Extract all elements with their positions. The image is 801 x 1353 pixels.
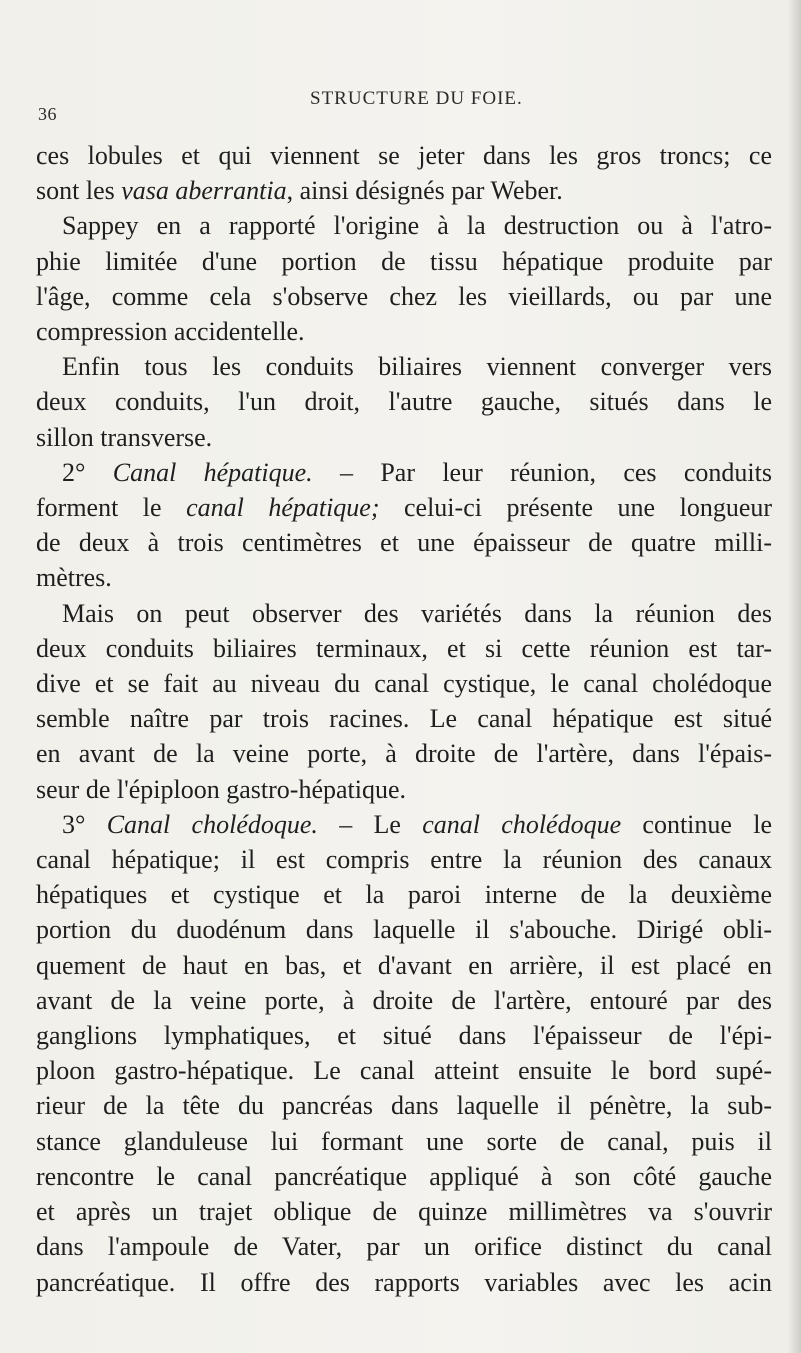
italic-term: vasa aberrantia xyxy=(121,176,287,206)
text-segment: l'âge, comme cela s'observe chez les vieillards, ou par une xyxy=(36,281,772,311)
text-line xyxy=(36,1194,772,1229)
text-segment: rieur de la tête du pancréas dans laquelle il pénètre, la sub- xyxy=(36,1091,772,1121)
text-line xyxy=(36,666,772,701)
text-line xyxy=(36,384,772,419)
text-segment: deux conduits, l'un droit, l'autre gauche, situés dans le xyxy=(36,387,772,417)
text-line xyxy=(36,842,772,877)
text-line xyxy=(36,560,772,595)
text-segment: pancréatique. Il offre des rapports variables avec les acin xyxy=(36,1267,772,1297)
page-edge-shadow xyxy=(787,0,801,1353)
text-segment: et après un trajet oblique de quinze millimètres va s'ouvrir xyxy=(36,1197,772,1227)
text-line xyxy=(36,420,772,455)
text-segment: forment le xyxy=(36,493,187,523)
text-segment: avant de la veine porte, à droite de l'artère, entouré par des xyxy=(36,985,772,1015)
text-line xyxy=(36,279,772,314)
text-line xyxy=(36,208,772,243)
text-line xyxy=(36,1265,772,1300)
text-segment: portion du duodénum dans laquelle il s'abouche. Dirigé obli- xyxy=(36,915,772,945)
text-line xyxy=(36,912,772,947)
text-line xyxy=(36,983,772,1018)
text-segment: canal hépatique; il est compris entre la réunion des canaux xyxy=(36,845,772,875)
text-segment: dive et se fait au niveau du canal cystique, le canal cholédoque xyxy=(36,669,772,699)
text-segment: 2° xyxy=(62,457,113,487)
text-line xyxy=(36,596,772,631)
text-segment: ploon gastro-hépatique. Le canal atteint ensuite le bord supé- xyxy=(36,1056,772,1086)
text-segment: phie limitée d'une portion de tissu hépatique produite par xyxy=(36,246,772,276)
page-number: 36 xyxy=(38,104,57,124)
text-segment: deux conduits biliaires terminaux, et si cette réunion est tar- xyxy=(36,633,772,663)
text-line xyxy=(36,807,772,842)
text-segment: hépatiques et cystique et la paroi interne de la deuxième xyxy=(36,880,772,910)
text-segment: continue le xyxy=(621,809,772,839)
text-line xyxy=(36,349,772,384)
text-line xyxy=(36,1124,772,1159)
text-line xyxy=(36,631,772,666)
text-segment: semble naître par trois racines. Le canal hépatique est situé xyxy=(36,704,772,734)
text-line xyxy=(36,1018,772,1053)
text-segment: ces lobules et qui viennent se jeter dans les gros troncs; ce xyxy=(36,141,772,170)
text-segment: sillon transverse. xyxy=(36,422,213,452)
text-segment: celui-ci présente une longueur xyxy=(379,493,772,523)
text-line xyxy=(36,1053,772,1088)
italic-term: canal hépatique; xyxy=(186,493,380,523)
text-line xyxy=(36,1088,772,1123)
text-segment: Mais on peut observer des variétés dans la réunion des xyxy=(62,598,772,628)
text-line xyxy=(36,1229,772,1264)
body-text xyxy=(36,138,772,1300)
text-segment: mètres. xyxy=(36,563,112,593)
text-segment: quement de haut en bas, et d'avant en arrière, il est placé en xyxy=(36,950,772,980)
italic-term: Canal hépatique. xyxy=(112,457,313,487)
text-segment: seur de l'épiploon gastro-hépatique. xyxy=(36,774,407,804)
text-line xyxy=(36,948,772,983)
italic-term: canal cholédoque xyxy=(422,809,622,839)
text-segment: , ainsi désignés par Weber. xyxy=(286,176,563,206)
text-line xyxy=(36,736,772,771)
italic-term: Canal cholédoque. xyxy=(106,809,318,839)
text-segment: Sappey en a rapporté l'origine à la destruction ou à l'atro- xyxy=(62,211,772,241)
text-line xyxy=(36,877,772,912)
text-line xyxy=(36,244,772,279)
text-line xyxy=(36,701,772,736)
text-segment: stance glanduleuse lui formant une sorte de canal, puis il xyxy=(36,1126,772,1156)
text-segment: compression accidentelle. xyxy=(36,317,305,347)
text-segment: dans l'ampoule de Vater, par un orifice distinct du canal xyxy=(36,1232,772,1262)
running-head: STRUCTURE DU FOIE. xyxy=(310,88,523,109)
text-segment: ganglions lymphatiques, et situé dans l'épaisseur de l'épi- xyxy=(36,1021,772,1051)
text-line xyxy=(36,138,772,173)
text-line xyxy=(36,490,772,525)
text-line xyxy=(36,455,772,490)
text-segment: sont les xyxy=(36,176,122,206)
text-segment: en avant de la veine porte, à droite de l'artère, dans l'épais- xyxy=(36,739,772,769)
text-segment: – Par leur réunion, ces conduits xyxy=(312,457,772,487)
text-segment: – Le xyxy=(317,809,423,839)
text-segment: rencontre le canal pancréatique appliqué à son côté gauche xyxy=(36,1161,772,1191)
text-line xyxy=(36,1159,772,1194)
text-line xyxy=(36,173,772,208)
text-segment: 3° xyxy=(62,809,107,839)
text-line xyxy=(36,772,772,807)
text-segment: Enfin tous les conduits biliaires viennent converger vers xyxy=(62,352,772,382)
text-line xyxy=(36,525,772,560)
text-segment: de deux à trois centimètres et une épaisseur de quatre milli- xyxy=(36,528,772,558)
text-line xyxy=(36,314,772,349)
